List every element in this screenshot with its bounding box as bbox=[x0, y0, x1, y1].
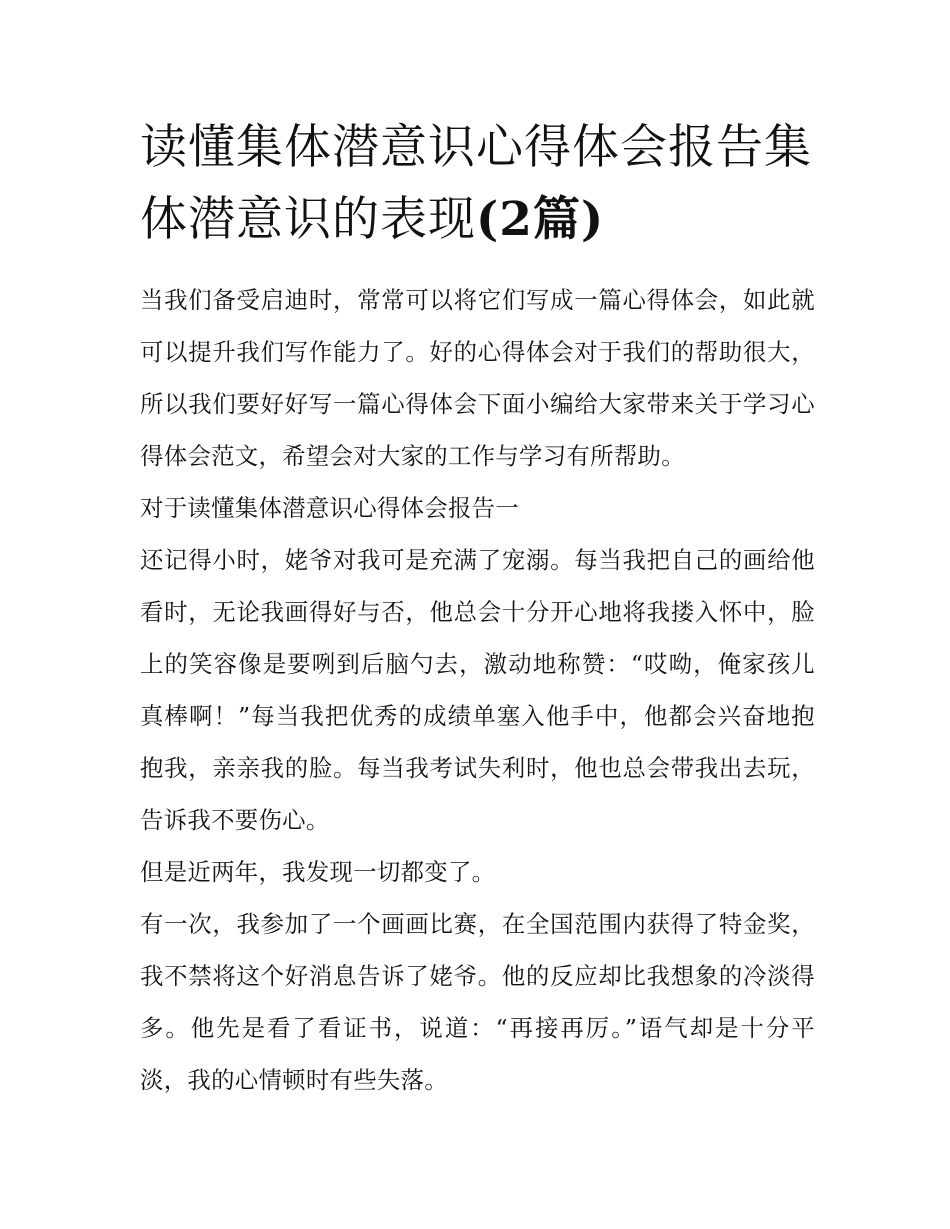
body-paragraph: 但是近两年，我发现一切都变了。 bbox=[140, 858, 496, 886]
body-paragraph: 有一次，我参加了一个画画比赛，在全国范围内获得了特金奖，我不禁将这个好消息告诉了姥爷。他的反应却比我想象的冷淡得多。他先是看了看证书，说道：“再接再厉。”语气却是十分平淡，我的心情顿时有些失落。 bbox=[140, 910, 815, 1094]
title-main: 读懂集体潜意识心得体会报告集体潜意识的表现 bbox=[140, 120, 812, 247]
document-title bbox=[140, 112, 815, 256]
title-suffix: (2篇) bbox=[476, 192, 605, 247]
intro-paragraph: 当我们备受启迪时，常常可以将它们写成一篇心得体会，如此就可以提升我们写作能力了。好的心得体会对于我们的帮助很大，所以我们要好好写一篇心得体会下面小编给大家带来关于学习心得体会范文，希望会对大家的工作与学习有所帮助。 bbox=[140, 286, 815, 470]
body-paragraph: 还记得小时，姥爷对我可是充满了宠溺。每当我把自己的画给他看时，无论我画得好与否，他总会十分开心地将我搂入怀中，脸上的笑容像是要咧到后脑勺去，激动地称赞：“哎呦，俺家孩儿真棒啊！”每当我把优秀的成绩单塞入他手中，他都会兴奋地抱抱我，亲亲我的脸。每当我考试失利时，他也总会带我出去玩，告诉我不要伤心。 bbox=[140, 546, 815, 834]
section-heading: 对于读懂集体潜意识心得体会报告一 bbox=[140, 494, 520, 522]
document-body bbox=[140, 112, 815, 1106]
